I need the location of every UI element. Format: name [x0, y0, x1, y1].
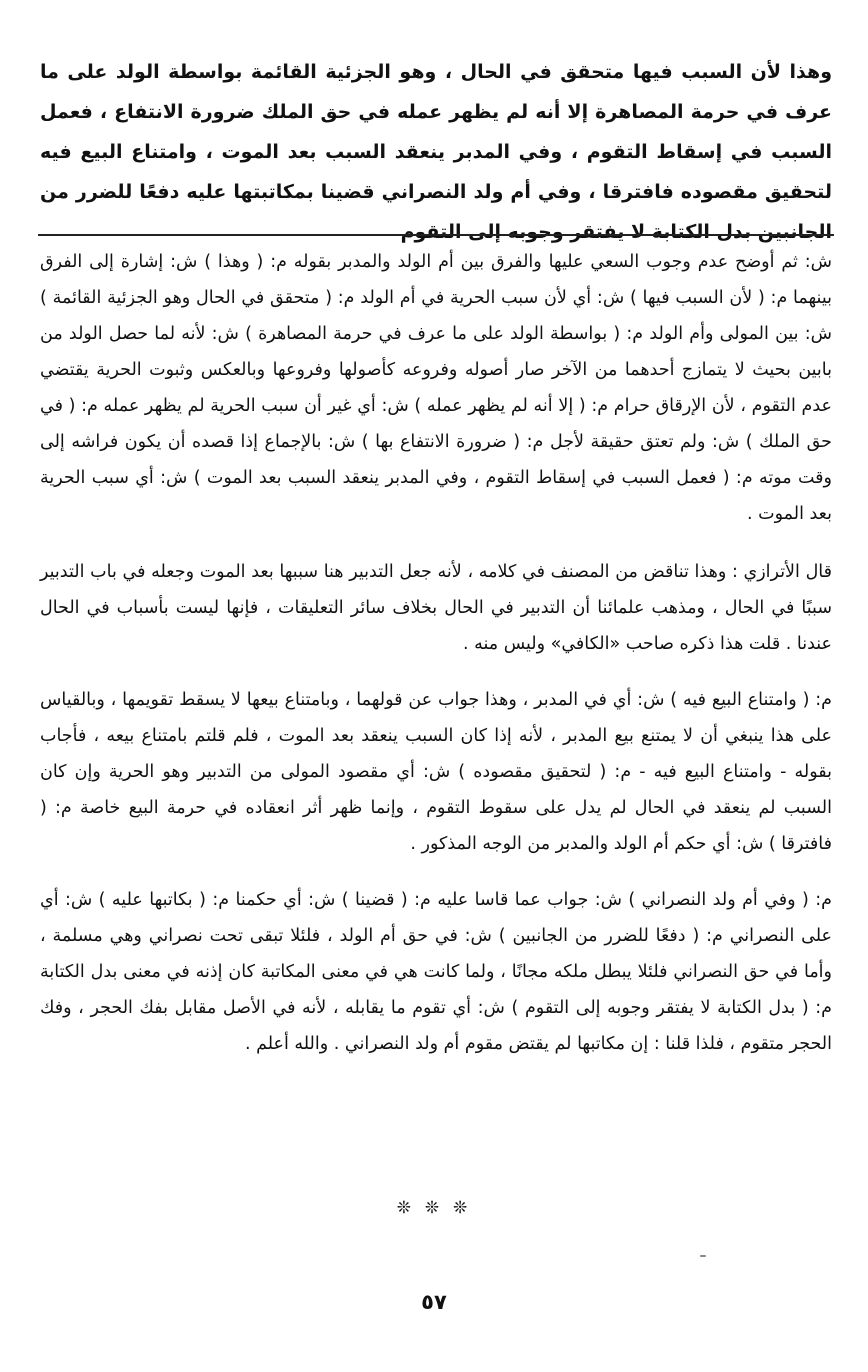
commentary-paragraph-4: م: ( وفي أم ولد النصراني ) ش: جواب عما قاسا عليه م: ( قضينا ) ش: أي حكمنا م: ( بكاتبها عليه ) ش: أي على النصراني م: ( دفعًا للضرر من الجانبين ) ش: في حق أم الولد ، فلئلا تبقى تحت نصراني وهي مسلمة ، وأما في حق النصراني فلئلا يبطل ملكه مجانًا ، ولما كانت هي في معنى المكاتبة كان إذنه في معنى بدل الكتابة م: ( بدل الكتابة لا يفتقر وجوبه إلى التقوم ) ش: أي تقوم ما يقابله ، لأنه في الأصل مقابل بفك الحجر ، وفك الحجر متقوم ، فلذا قلنا : إن مكاتبها لم يقتض مقوم أم ولد النصراني . والله أعلم . [40, 890, 832, 1054]
commentary-paragraph-2: قال الأترازي : وهذا تناقض من المصنف في كلامه ، لأنه جعل التدبير هنا سببها بعد الموت وجعله في باب التدبير سببًا في الحال ، ومذهب علمائنا أن التدبير في الحال بخلاف سائر التعليقات ، فإنها ليست بأسباب في الحال عندنا . قلت هذا ذكره صاحب «الكافي» وليس منه . [40, 562, 832, 654]
commentary-block [40, 244, 832, 1082]
commentary-paragraph-3: م: ( وامتناع البيع فيه ) ش: أي في المدبر ، وهذا جواب عن قولهما ، وبامتناع بيعها لا يسقط تقويمها ، وبالقياس على هذا ينبغي أن لا يمتنع بيع المدبر ، لأنه إذا كان السبب ينعقد بعد الموت ، فلم قلتم بامتناع بيعه ، فأجاب بقوله - وامتناع البيع فيه - م: ( لتحقيق مقصوده ) ش: أي مقصود المولى من التدبير وهو الحرية وإن كان السبب لم ينعقد في الحال لم يدل على سقوط التقوم ، وإنما ظهر أثر انعقاده في حرمة البيع خاصة م: ( فافترقا ) ش: أي حكم أم الولد والمدبر من الوجه المذكور . [40, 690, 832, 854]
scan-speck [700, 1255, 706, 1257]
text-separator-line [38, 234, 834, 236]
main-text-block: وهذا لأن السبب فيها متحقق في الحال ، وهو الجزئية القائمة بواسطة الولد على ما عرف في حرمة المصاهرة إلا أنه لم يظهر عمله في حق الملك ضرورة الانتفاع ، فعمل السبب في إسقاط التقوم ، وفي المدبر ينعقد السبب بعد الموت ، وامتناع البيع فيه لتحقيق مقصوده فافترقا ، وفي أم ولد النصراني قضينا بمكاتبتها عليه دفعًا للضرر من الجانبين بدل الكتابة لا يفتقر وجوبه إلى التقوم [40, 61, 832, 243]
page-number: ٥٧ [421, 1290, 447, 1314]
commentary-paragraph-1: ش: ثم أوضح عدم وجوب السعي عليها والفرق بين أم الولد والمدبر بقوله م: ( وهذا ) ش: إشارة إلى الفرق بينهما م: ( لأن السبب فيها ) ش: أي لأن سبب الحرية في أم الولد م: ( متحقق في الحال وهو الجزئية القائمة ) ش: بين المولى وأم الولد م: ( بواسطة الولد على ما عرف في حرمة المصاهرة ) ش: لأنه لما حصل الولد من بابين بحيث لا يتمازج أحدهما من الآخر صار أصوله وفروعه كأصولها وفروعها وبالعكس وثبوت الحرية يقتضي عدم التقوم ، لأن الإرقاق حرام م: ( إلا أنه لم يظهر عمله ) ش: أي غير أن سبب الحرية لم يظهر عمله م: ( في حق الملك ) ش: ولم تعتق حقيقة لأجل م: ( ضرورة الانتفاع بها ) ش: بالإجماع إذا قصده أن يكون فراشه إلى وقت موته م: ( فعمل السبب في إسقاط التقوم ، وفي المدبر ينعقد السبب بعد الموت ) ش: أي سبب الحرية بعد الموت . [40, 252, 832, 524]
section-divider-stars: ❊ ❊ ❊ [396, 1198, 472, 1218]
